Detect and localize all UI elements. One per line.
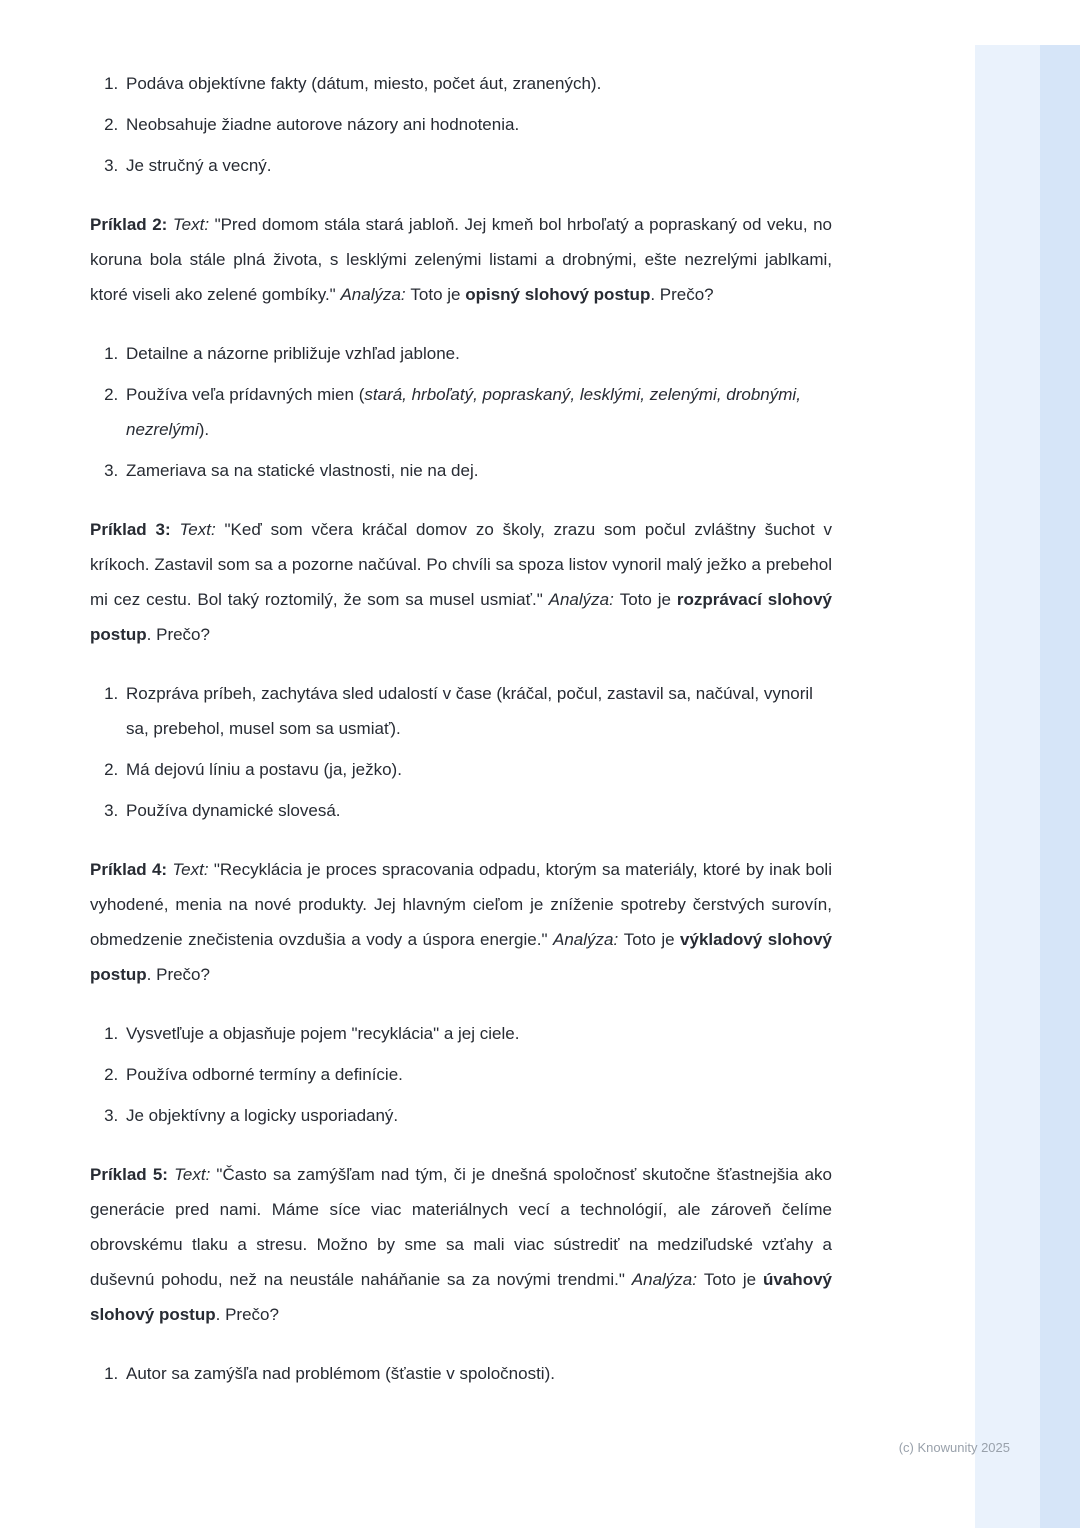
paragraph — [90, 852, 832, 992]
text-run: Rozpráva príbeh, zachytáva sled udalostí v čase (kráčal, počul, zastavil sa, načúval, vynoril sa, prebehol, musel som sa usmiať). — [126, 684, 813, 738]
text-run: . Prečo? — [146, 965, 210, 984]
text-run: Toto je — [410, 285, 466, 304]
italic-text-run: Text: — [172, 215, 215, 234]
italic-text-run: Analýza: — [340, 285, 411, 304]
bold-text-run: opisný slohový postup — [465, 285, 651, 304]
text-run: Autor sa zamýšľa nad problémom (šťastie v spoločnosti). — [126, 1364, 555, 1383]
paragraph — [90, 207, 832, 312]
text-run: . Prečo? — [650, 285, 714, 304]
list-item — [123, 1098, 832, 1133]
list-item — [123, 752, 832, 787]
text-run: Toto je — [623, 930, 681, 949]
list-item — [123, 148, 832, 183]
copyright-watermark: (c) Knowunity 2025 — [898, 1440, 1010, 1455]
scrollbar-track[interactable] — [1040, 45, 1080, 1528]
paragraph — [90, 1157, 832, 1332]
list-item — [123, 1016, 832, 1051]
bold-text-run: rozprávací slohový postup — [90, 590, 832, 644]
text-run: "Často sa zamýšľam nad tým, či je dnešná spoločnosť skutočne šťastnejšia ako generácie pred nami. Máme síce viac materiálnych vecí a technológií, ale zároveň čelíme obrovskému tlaku a stresu. Možno by sme sa mali viac sústrediť na medziľudské vzťahy a duševnú pohodu, než na neustále naháňanie sa za novými trendmi." — [90, 1165, 832, 1289]
italic-text-run: Text: — [179, 520, 225, 539]
numbered-list — [90, 336, 832, 488]
list-item — [123, 107, 832, 142]
list-item — [123, 377, 832, 447]
text-run: Toto je — [703, 1270, 764, 1289]
bold-text-run: Príklad 5: — [90, 1165, 175, 1184]
list-item — [123, 1356, 832, 1391]
text-run: Používa odborné termíny a definície. — [126, 1065, 403, 1084]
text-run: Neobsahuje žiadne autorove názory ani hodnotenia. — [126, 115, 520, 134]
text-run: Používa dynamické slovesá. — [126, 801, 341, 820]
document-content — [90, 46, 832, 1411]
text-run: Detailne a názorne približuje vzhľad jablone. — [126, 344, 460, 363]
text-run: ). — [198, 420, 210, 439]
bold-text-run: Príklad 3: — [90, 520, 180, 539]
text-run: Je objektívny a logicky usporiadaný. — [126, 1106, 399, 1125]
paragraph — [90, 512, 832, 652]
italic-text-run: Analýza: — [552, 930, 624, 949]
list-item — [123, 676, 832, 746]
italic-text-run: stará, hrboľatý, popraskaný, lesklými, zelenými, drobnými, nezrelými — [126, 385, 801, 439]
text-run: Je stručný a vecný. — [126, 156, 272, 175]
text-run: Podáva objektívne fakty (dátum, miesto, počet áut, zranených). — [126, 74, 602, 93]
numbered-list — [90, 1356, 832, 1391]
numbered-list — [90, 676, 832, 828]
bold-text-run: výkladový slohový postup — [90, 930, 832, 984]
list-item — [123, 66, 832, 101]
italic-text-run: Text: — [174, 1165, 217, 1184]
italic-text-run: Text: — [172, 860, 214, 879]
text-run: "Keď som včera kráčal domov zo školy, zrazu som počul zvláštny šuchot v kríkoch. Zastavil som sa a pozorne načúval. Po chvíli sa spoza listov vynoril malý ježko a prebehol mi cez cestu. Bol taký roztomilý, že som sa musel usmiať." — [90, 520, 832, 609]
italic-text-run: Analýza: — [548, 590, 620, 609]
text-run: . Prečo? — [215, 1305, 279, 1324]
italic-text-run: Analýza: — [631, 1270, 704, 1289]
bold-text-run: Príklad 4: — [90, 860, 173, 879]
list-item — [123, 793, 832, 828]
text-run: "Pred domom stála stará jabloň. Jej kmeň bol hrboľatý a popraskaný od veku, no koruna bola stále plná života, s lesklými zelenými listami a drobnými, ešte nezrelými jablkami, ktoré viseli ako zelené gombíky." — [90, 215, 832, 304]
list-item — [123, 1057, 832, 1092]
text-run: Vysvetľuje a objasňuje pojem "recyklácia" a jej ciele. — [126, 1024, 520, 1043]
text-run: Má dejovú líniu a postavu (ja, ježko). — [126, 760, 402, 779]
list-item — [123, 336, 832, 371]
text-run: . Prečo? — [146, 625, 210, 644]
text-run: Zameriava sa na statické vlastnosti, nie na dej. — [126, 461, 479, 480]
bold-text-run: Príklad 2: — [90, 215, 173, 234]
text-run: Používa veľa prídavných mien ( — [126, 385, 365, 404]
list-item — [123, 453, 832, 488]
numbered-list — [90, 66, 832, 183]
bold-text-run: úvahový slohový postup — [90, 1270, 832, 1324]
text-run: "Recyklácia je proces spracovania odpadu, ktorým sa materiály, ktoré by inak boli vyhodené, menia na nové produkty. Jej hlavným cieľom je zníženie spotreby čerstvých surovín, obmedzenie znečistenia ovzdušia a vody a úspora energie." — [90, 860, 832, 949]
text-run: Toto je — [619, 590, 677, 609]
numbered-list — [90, 1016, 832, 1133]
